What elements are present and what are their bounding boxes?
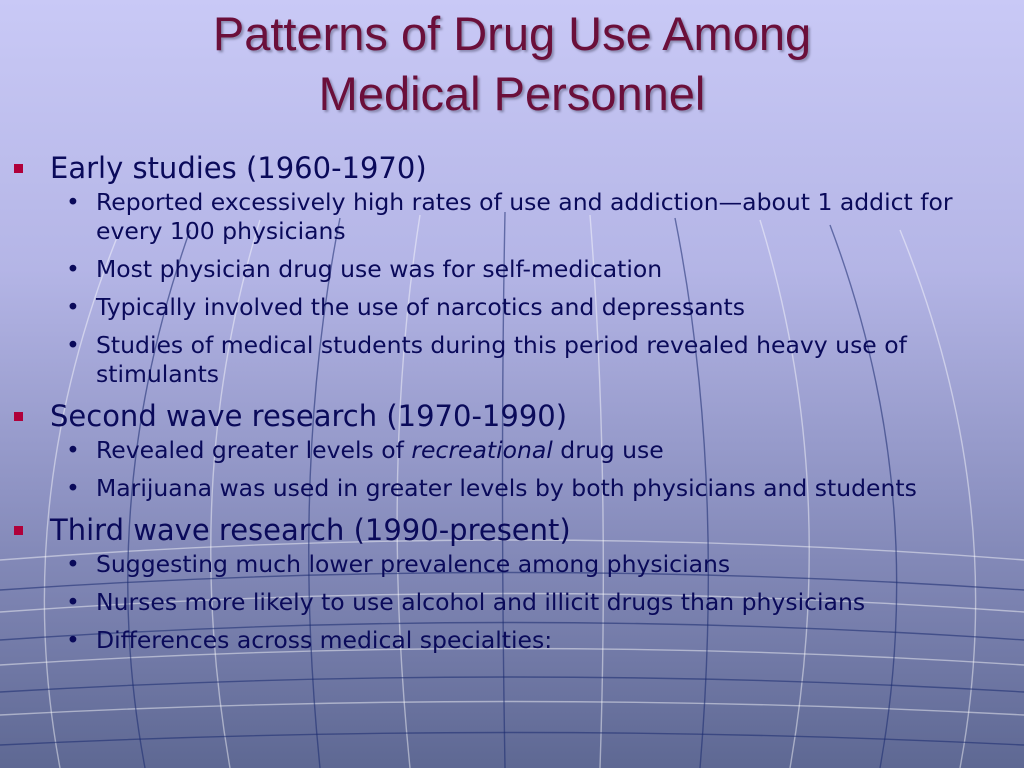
list-item-text: Reported excessively high rates of use and addiction—about 1 addict for every 100 physicians xyxy=(96,188,953,245)
slide-body xyxy=(0,150,1024,664)
list-item-emphasis: recreational xyxy=(411,436,553,464)
list-item-text-before: Revealed greater levels of xyxy=(96,436,412,464)
list-item xyxy=(0,331,1024,389)
slide-title xyxy=(60,4,964,124)
square-bullet-icon xyxy=(14,526,23,535)
list-item-text: Most physician drug use was for self-medication xyxy=(96,255,663,283)
square-bullet-icon xyxy=(14,412,23,421)
section-heading xyxy=(0,512,1024,548)
bullet-dot-icon: • xyxy=(66,474,80,502)
list-item-text: Differences across medical specialties: xyxy=(96,626,553,654)
bullet-dot-icon: • xyxy=(66,626,80,654)
square-bullet-icon xyxy=(14,164,23,173)
list-item-text: Nurses more likely to use alcohol and illicit drugs than physicians xyxy=(96,588,866,616)
section-heading xyxy=(0,398,1024,434)
section-third-wave xyxy=(0,512,1024,655)
bullet-dot-icon: • xyxy=(66,550,80,578)
bullet-dot-icon: • xyxy=(66,588,80,616)
bullet-dot-icon: • xyxy=(66,188,80,216)
section-heading-text: Third wave research (1990-present) xyxy=(50,513,571,547)
section-heading-text: Second wave research (1970-1990) xyxy=(50,399,568,433)
bullet-list xyxy=(0,436,1024,503)
list-item-text: Marijuana was used in greater levels by both physicians and students xyxy=(96,474,917,502)
bullet-dot-icon: • xyxy=(66,331,80,359)
list-item xyxy=(0,293,1024,322)
list-item xyxy=(0,436,1024,465)
list-item xyxy=(0,550,1024,579)
list-item xyxy=(0,474,1024,503)
section-early-studies xyxy=(0,150,1024,389)
bullet-dot-icon: • xyxy=(66,293,80,321)
list-item-text: Typically involved the use of narcotics and depressants xyxy=(96,293,745,321)
bullet-list xyxy=(0,188,1024,389)
slide-title-line1: Patterns of Drug Use Among xyxy=(212,7,812,60)
section-heading-text: Early studies (1960-1970) xyxy=(50,151,427,185)
section-heading xyxy=(0,150,1024,186)
list-item xyxy=(0,188,1024,246)
bullet-dot-icon: • xyxy=(66,436,80,464)
list-item xyxy=(0,588,1024,617)
list-item-text-after: drug use xyxy=(552,436,664,464)
bullet-list xyxy=(0,550,1024,655)
list-item xyxy=(0,626,1024,655)
section-second-wave xyxy=(0,398,1024,503)
bullet-dot-icon: • xyxy=(66,255,80,283)
list-item-text: Studies of medical students during this period revealed heavy use of stimulants xyxy=(96,331,907,388)
slide-title-line2: Medical Personnel xyxy=(318,67,706,120)
list-item-text: Suggesting much lower prevalence among physicians xyxy=(96,550,731,578)
list-item xyxy=(0,255,1024,284)
